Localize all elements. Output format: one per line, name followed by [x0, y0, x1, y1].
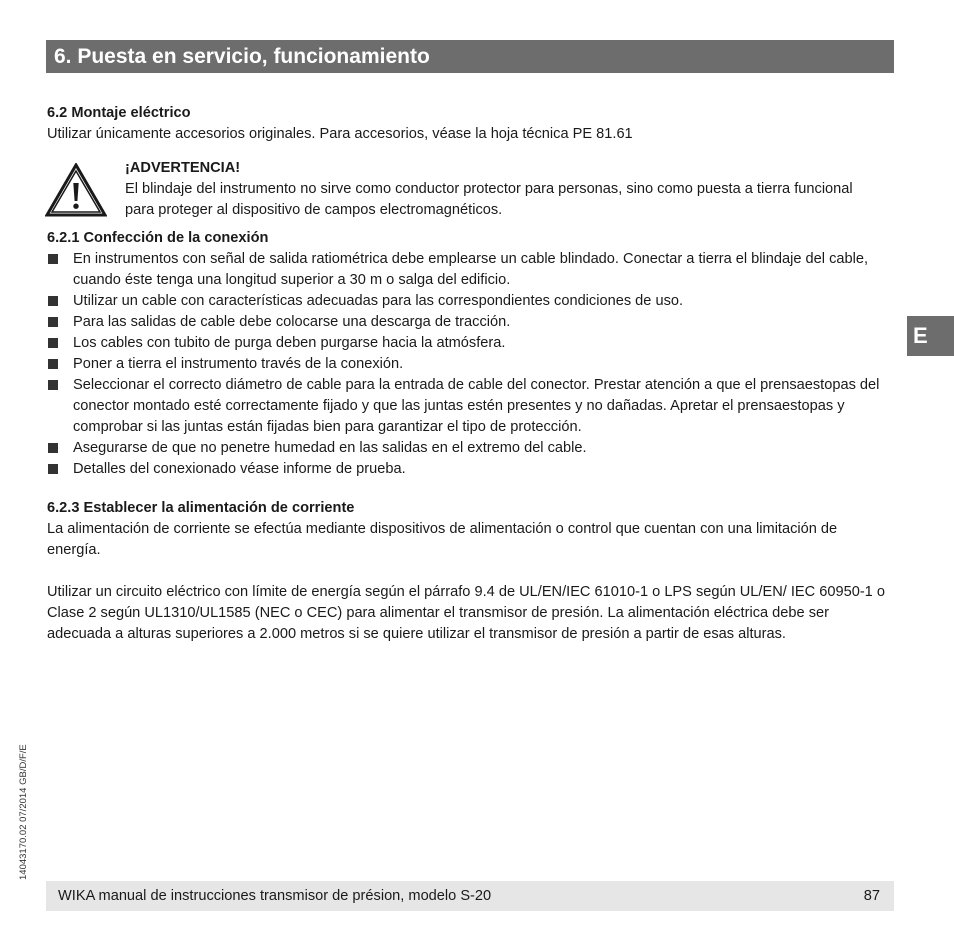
bullet-square-icon	[48, 254, 58, 264]
language-tab	[907, 316, 954, 356]
bullet-square-icon	[48, 359, 58, 369]
document-code: 14043170.02 07/2014 GB/D/F/E	[18, 744, 29, 880]
list-item: Seleccionar el correcto diámetro de cable para la entrada de cable del conector. Prestar atención a que el prensaestopas del conector montado esté correctamente fijado y que las juntas estén presentes y no dañadas. Apretar el prensaestopas y comprobar si las juntas están fijadas bien para garantizar el tipo de protección.	[47, 375, 887, 438]
list-item: Detalles del conexionado véase informe de prueba.	[47, 459, 887, 480]
list-item: Para las salidas de cable debe colocarse una descarga de tracción.	[47, 312, 887, 333]
power-supply-paragraph-2: Utilizar un circuito eléctrico con límite de energía según el párrafo 9.4 de UL/EN/IEC 61010-1 o LPS según UL/EN/ IEC 60950-1 o Clase 2 según UL1310/UL1585 (NEC o CEC) para alimentar el transmisor de presión. La alimentación eléctrica debe ser adecuada a alturas superiores a 2.000 metros si se quiere utilizar el transmisor de presión a partir de esas alturas.	[47, 584, 885, 642]
bullet-square-icon	[48, 296, 58, 306]
heading-6-2-1: 6.2.1 Confección de la conexión	[47, 230, 269, 246]
warning-title: ¡ADVERTENCIA!	[125, 160, 241, 176]
footer-bar	[46, 881, 894, 911]
warning-text: El blindaje del instrumento no sirve como conductor protector para personas, sino como puesta a tierra funcional para proteger al dispositivo de campos electromagnéticos.	[125, 181, 853, 218]
bullet-square-icon	[48, 338, 58, 348]
language-tab-label: E	[913, 323, 928, 348]
bullet-square-icon	[48, 380, 58, 390]
warning-block	[47, 158, 887, 218]
page-title: 6. Puesta en servicio, funcionamiento	[54, 45, 430, 68]
power-supply-paragraph-1: La alimentación de corriente se efectúa mediante dispositivos de alimentación o control que cuentan con una limitación de energía.	[47, 521, 838, 558]
section-header-bar	[46, 40, 894, 73]
list-item: Los cables con tubito de purga deben purgarse hacia la atmósfera.	[47, 333, 887, 354]
list-item: Poner a tierra el instrumento través de la conexión.	[47, 354, 887, 375]
list-item: En instrumentos con señal de salida ratiométrica debe emplearse un cable blindado. Conectar a tierra el blindaje del cable, cuando éste tenga una longitud superior a 30 m o salga del edificio.	[47, 249, 887, 291]
text-6-2: Utilizar únicamente accesorios originales. Para accesorios, véase la hoja técnica PE 81.61	[47, 126, 633, 142]
heading-6-2: 6.2 Montaje eléctrico	[47, 105, 191, 121]
main-content	[47, 103, 887, 645]
page-number: 87	[863, 888, 880, 904]
footer-text: WIKA manual de instrucciones transmisor de présion, modelo S-20	[58, 888, 492, 904]
list-item: Asegurarse de que no penetre humedad en las salidas en el extremo del cable.	[47, 438, 887, 459]
heading-6-2-3: 6.2.3 Establecer la alimentación de corriente	[47, 500, 355, 516]
warning-triangle-icon	[45, 163, 107, 217]
bullet-square-icon	[48, 464, 58, 474]
bullet-square-icon	[48, 443, 58, 453]
connection-bullet-list	[47, 249, 887, 480]
bullet-square-icon	[48, 317, 58, 327]
list-item: Utilizar un cable con características adecuadas para las correspondientes condiciones de uso.	[47, 291, 887, 312]
